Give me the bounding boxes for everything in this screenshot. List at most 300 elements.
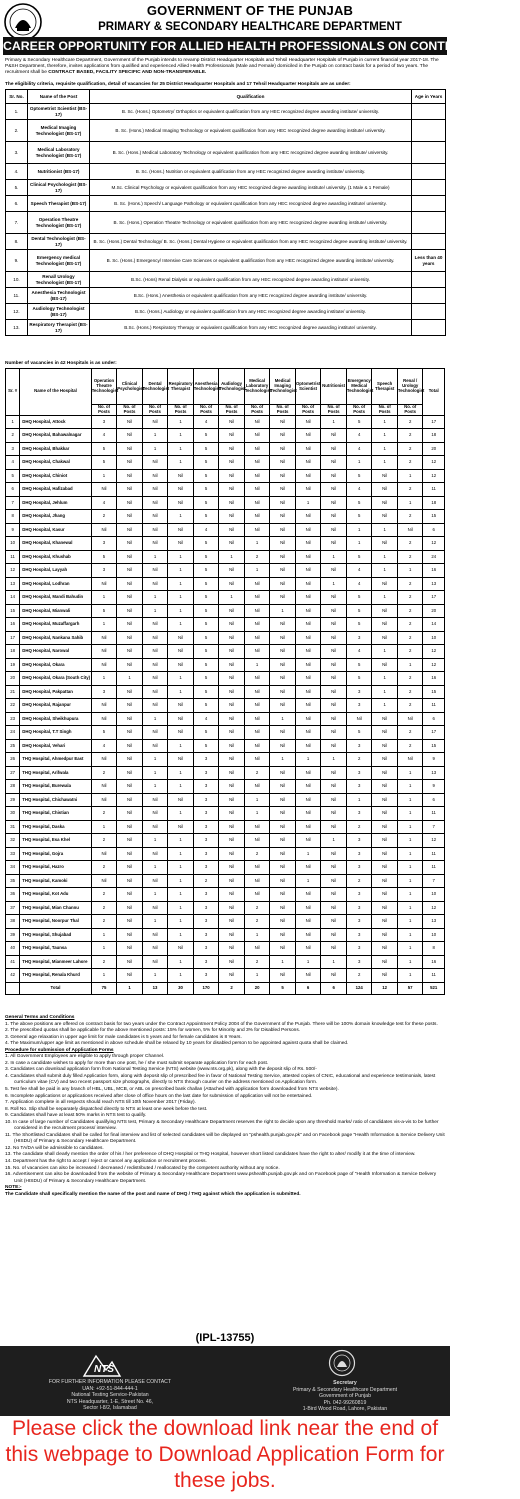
vacancy-count: Nil — [372, 901, 398, 915]
vacancy-count: 1 — [91, 672, 117, 686]
header-post-type: Anesthesia Technologist — [193, 369, 219, 405]
vacancy-count: Nil — [372, 604, 398, 618]
vacancy-count: Nil — [219, 847, 245, 861]
hospital-name: DHQ Hospital, Kasur — [20, 523, 91, 537]
vacancy-count: 2 — [397, 415, 423, 429]
post-sr: 8. — [6, 234, 28, 250]
vacancy-count: Nil — [270, 577, 296, 591]
post-row — [6, 320, 446, 336]
post-qualification: B. Sc. (Hons.) Nutrition or equivalent qualification from any HEC recognized degree awarding institute/ university. — [90, 164, 412, 180]
vacancy-count: 1 — [244, 807, 270, 821]
vacancy-count: 1 — [168, 510, 194, 524]
terms-heading: General Terms and Conditions — [5, 1015, 75, 1020]
post-row — [6, 250, 446, 272]
vacancy-count: Nil — [270, 969, 296, 983]
vacancy-count: Nil — [142, 874, 168, 888]
procedure-item: 10. In case of large number of Candidates qualifying NTS test, Primary & Secondary Healthcare Department reserves the right to decide upon any threshold marks/ ratio of candidates vis-a-vis to be further considered in the recruitment process/ interview. — [5, 1119, 439, 1132]
vacancy-count: Nil — [244, 429, 270, 443]
vacancy-count: Nil — [219, 604, 245, 618]
vacancy-count: 5 — [193, 469, 219, 483]
vacancy-count: Nil — [142, 483, 168, 497]
vacancy-count: Nil — [244, 739, 270, 753]
hospital-name: DHQ Hospital, Jehlum — [20, 496, 91, 510]
vacancy-count: 5 — [346, 672, 372, 686]
vacancy-count: Nil — [142, 901, 168, 915]
vacancy-count: 1 — [397, 658, 423, 672]
hospital-total: 13 — [423, 577, 445, 591]
hospital-total: 16 — [423, 564, 445, 578]
footer-left-line: National Testing Service-Pakistan — [71, 1392, 149, 1399]
vacancy-count: Nil — [372, 820, 398, 834]
hospital-row — [6, 901, 445, 915]
post-qualification: B. Sc. (Hons.) Emergency/ Intensive Care Sciences or equivalent qualification from any HEC recognized degree awarding institute/ university. — [90, 250, 412, 272]
vacancy-count: Nil — [270, 469, 296, 483]
vacancy-count: Nil — [295, 739, 321, 753]
vacancy-count: Nil — [270, 483, 296, 497]
vacancy-count: 5 — [193, 591, 219, 605]
vacancy-count: Nil — [219, 496, 245, 510]
vacancy-count: Nil — [91, 793, 117, 807]
header-post-type: Respiratory Therapist — [168, 369, 194, 405]
vacancy-count: 5 — [193, 604, 219, 618]
vacancy-count: 1 — [142, 834, 168, 848]
vacancy-count: 1 — [295, 847, 321, 861]
hospital-name: DHQ Hospital, Okara (South City) — [20, 672, 91, 686]
vacancy-count: 5 — [346, 618, 372, 632]
hospital-sr: 36 — [6, 888, 20, 902]
vacancy-count: Nil — [295, 820, 321, 834]
vacancy-count: Nil — [244, 442, 270, 456]
vacancy-count: Nil — [321, 766, 347, 780]
vacancy-count: Nil — [321, 726, 347, 740]
header-no-of-posts: No. of Posts — [321, 405, 347, 416]
post-row — [6, 104, 446, 120]
vacancy-count: 3 — [346, 955, 372, 969]
hospital-sr: 22 — [6, 699, 20, 713]
vacancy-count: 2 — [397, 537, 423, 551]
post-qualification: B.Sc. (Hons.) Anesthesia or equivalent qualification from any HEC recognized degree awarding institute/ university. — [90, 288, 412, 304]
vacancy-count: 1 — [397, 874, 423, 888]
vacancy-count: 5 — [193, 429, 219, 443]
vacancy-count: Nil — [295, 577, 321, 591]
vacancy-count: Nil — [295, 901, 321, 915]
vacancy-count: 2 — [346, 969, 372, 983]
procedure-item: 16. Advertisement can also be downloaded from the website of Primary & Secondary Healthcare Department www.pshealth.punjab.gov.pk and on Facebook page of "Health Information & Service Delivery Unit (HISDU) of Primary & Secondary Healthcare Department. — [5, 1172, 437, 1184]
vacancy-count: Nil — [117, 645, 143, 659]
vacancy-count: 3 — [193, 955, 219, 969]
vacancy-count: Nil — [244, 942, 270, 956]
post-qualification: B. Sc. (Hons.) Dental Technology/ B. Sc. (Hons.) Dental Hygiene or equivalent qualification from any HEC recognized degree awarding institute/ university. — [90, 234, 412, 250]
post-row — [6, 196, 446, 212]
procedure-item: 8. Roll No. Slip shall be separately dispatched directly to NTS at least one week before the test. — [5, 1106, 208, 1112]
hospital-row — [6, 415, 445, 429]
hospital-sr: 1 — [6, 415, 20, 429]
vacancy-count: 1 — [168, 766, 194, 780]
vacancy-count: 1 — [397, 793, 423, 807]
hospital-name: DHQ Hospital, Jhang — [20, 510, 91, 524]
vacancy-count: 5 — [193, 739, 219, 753]
hospital-name: DHQ Hospital, Mianwali — [20, 604, 91, 618]
vacancy-count: Nil — [117, 928, 143, 942]
hospital-total: 11 — [423, 699, 445, 713]
vacancy-count: Nil — [321, 807, 347, 821]
header-post-type: Total — [423, 369, 445, 416]
vacancy-count: Nil — [117, 456, 143, 470]
vacancy-count: Nil — [372, 915, 398, 929]
vacancy-count: Nil — [117, 591, 143, 605]
vacancy-count: 4 — [91, 739, 117, 753]
vacancy-count: Nil — [244, 861, 270, 875]
hospital-row — [6, 550, 445, 564]
vacancy-count: Nil — [117, 955, 143, 969]
vacancy-count: Nil — [270, 496, 296, 510]
hospital-row — [6, 739, 445, 753]
vacancy-count: Nil — [244, 780, 270, 794]
hospital-sr: 32 — [6, 834, 20, 848]
vacancy-count: Nil — [142, 510, 168, 524]
column-total: 1 — [117, 982, 143, 994]
vacancy-count: 2 — [397, 483, 423, 497]
vacancy-count: Nil — [117, 969, 143, 983]
post-sr: 4. — [6, 164, 28, 180]
vacancy-count: 1 — [219, 550, 245, 564]
vacancy-count: Nil — [142, 618, 168, 632]
vacancy-count: Nil — [117, 901, 143, 915]
vacancy-count: 3 — [193, 780, 219, 794]
vacancy-count: Nil — [295, 780, 321, 794]
download-link-note[interactable]: Please click the download link near the end of this webpage to Download Application Form for these jobs. — [5, 1417, 445, 1492]
vacancy-count: Nil — [142, 577, 168, 591]
hospital-sr: 20 — [6, 672, 20, 686]
vacancy-count: 1 — [244, 793, 270, 807]
hospital-row — [6, 753, 445, 767]
vacancy-count: Nil — [219, 901, 245, 915]
vacancy-count: Nil — [219, 969, 245, 983]
intro-text: Primary & Secondary Healthcare Department, Government of the Punjab intends to revamp District Headquarter Hospitals and Tehsil Headquarter Hospitals of Punjab in current financial year 2017-18. The P&SH Department, therefore, invites applications from qualified and experienced Allied Health Professionals (Male and Female) domiciled in the Punjab on contract basis for a period of two years. The recruitment shall be — [5, 58, 439, 76]
vacancy-count: Nil — [372, 712, 398, 726]
vacancy-count: 4 — [346, 577, 372, 591]
vacancy-count: Nil — [219, 807, 245, 821]
vacancy-count: 5 — [91, 550, 117, 564]
vacancy-count: 3 — [346, 739, 372, 753]
vacancy-count: Nil — [168, 820, 194, 834]
hospital-row — [6, 955, 445, 969]
vacancy-count: Nil — [142, 645, 168, 659]
vacancy-count: Nil — [117, 685, 143, 699]
hospital-name: DHQ Hospital, Pakpattan — [20, 685, 91, 699]
vacancy-count: Nil — [117, 483, 143, 497]
post-sr: 11. — [6, 288, 28, 304]
vacancy-count: Nil — [219, 712, 245, 726]
post-sr: 2. — [6, 120, 28, 142]
vacancy-count: 2 — [397, 699, 423, 713]
vacancy-count: Nil — [321, 658, 347, 672]
hospital-sr: 41 — [6, 955, 20, 969]
vacancy-count: Nil — [270, 928, 296, 942]
age-empty — [412, 142, 446, 164]
vacancy-count: Nil — [295, 523, 321, 537]
post-qualification: B. Sc. (Hons.) Operation Theatre Technology or equivalent qualification from any HEC recognized degree awarding institute/ university. — [90, 212, 412, 234]
vacancy-count: Nil — [91, 631, 117, 645]
header-post-type: Operation Theatre Technologist — [91, 369, 117, 405]
vacancy-count: 5 — [91, 726, 117, 740]
vacancy-count: Nil — [321, 820, 347, 834]
vacancy-count: 3 — [346, 685, 372, 699]
procedure-item: 15. No. of vacancies can also be increased / decreased / redistributed / reallocated by the competent authority without any notice. — [5, 1165, 280, 1171]
vacancy-count: Nil — [346, 712, 372, 726]
vacancy-count: 2 — [397, 726, 423, 740]
vacancy-count: Nil — [91, 874, 117, 888]
post-sr: 6. — [6, 196, 28, 212]
vacancy-count: Nil — [117, 780, 143, 794]
vacancy-count: 5 — [346, 415, 372, 429]
note-heading: NOTE:- — [5, 1185, 22, 1191]
vacancy-count: Nil — [372, 469, 398, 483]
procedure-item: 7. Application complete in all respects should reach NTS till 10th November 2017 (Friday). — [5, 1100, 196, 1106]
hospital-row — [6, 766, 445, 780]
post-name: Clinical Psychologist (BS-17) — [28, 180, 90, 196]
vacancy-count: Nil — [321, 888, 347, 902]
hospital-name: THQ Hospital, Mianmeer Lahore — [20, 955, 91, 969]
age-limit: Less than 40 years — [412, 250, 446, 272]
hospital-row — [6, 483, 445, 497]
vacancy-count: Nil — [295, 915, 321, 929]
vacancy-count: Nil — [244, 820, 270, 834]
hospital-total: 8 — [423, 942, 445, 956]
header-no-of-posts: No. of Posts — [270, 405, 296, 416]
vacancy-count: Nil — [219, 577, 245, 591]
header-hospital: Name of the Hospital — [20, 369, 91, 416]
hospital-sr: 35 — [6, 874, 20, 888]
vacancy-count: 1 — [397, 469, 423, 483]
post-qualification: B. Sc. (Hons.) Medical Imaging Technology or equivalent qualification from any HEC recognized degree awarding institute/ university. — [90, 120, 412, 142]
vacancy-count: Nil — [219, 861, 245, 875]
vacancy-count: Nil — [117, 618, 143, 632]
vacancy-count: Nil — [321, 429, 347, 443]
vacancy-count: 2 — [397, 739, 423, 753]
vacancy-count: Nil — [91, 753, 117, 767]
hospital-sr: 4 — [6, 456, 20, 470]
vacancy-count: 3 — [193, 861, 219, 875]
vacancy-count: Nil — [295, 685, 321, 699]
hospital-total: 17 — [423, 415, 445, 429]
vacancy-count: 1 — [168, 591, 194, 605]
vacancy-count: Nil — [295, 712, 321, 726]
hospital-row — [6, 685, 445, 699]
vacancy-count: 1 — [168, 888, 194, 902]
hospital-name: THQ Hospital, Gojra — [20, 847, 91, 861]
vacancy-count: 1 — [168, 901, 194, 915]
procedure-item: 13. The candidate shall clearly mention the order of his / her preference of DHQ Hospital or THQ Hospital, however short listed candidates have the right to alter/ modify it at the time of interview. — [5, 1152, 416, 1158]
vacancy-count: Nil — [321, 456, 347, 470]
vacancy-count: Nil — [270, 739, 296, 753]
vacancy-count: 2 — [346, 753, 372, 767]
hospital-sr: 31 — [6, 820, 20, 834]
vacancy-count: Nil — [91, 847, 117, 861]
column-total: 170 — [193, 982, 219, 994]
vacancy-count: Nil — [372, 726, 398, 740]
vacancy-count: 5 — [193, 456, 219, 470]
column-total: 20 — [244, 982, 270, 994]
post-sr: 12. — [6, 304, 28, 320]
vacancy-count: 1 — [295, 874, 321, 888]
header-no-of-posts: No. of Posts — [372, 405, 398, 416]
post-name: Medical Laboratory Technologist (BS-17) — [28, 142, 90, 164]
vacancy-count: Nil — [321, 442, 347, 456]
column-total: 13 — [142, 982, 168, 994]
vacancy-count: Nil — [321, 793, 347, 807]
vacancy-count: Nil — [295, 766, 321, 780]
vacancy-count: Nil — [244, 712, 270, 726]
post-row — [6, 212, 446, 234]
footer-right-line: 1-Bird Wood Road, Lahore, Pakistan — [302, 1406, 388, 1413]
vacancy-count: 2 — [244, 901, 270, 915]
vacancy-count: Nil — [142, 820, 168, 834]
vacancy-count: 2 — [193, 874, 219, 888]
vacancy-count: 1 — [372, 699, 398, 713]
post-qualification: B. Sc. (Hons.) Medical Laboratory Technology or equivalent qualification from any HEC recognized degree awarding institute/ university. — [90, 142, 412, 164]
vacancy-count: Nil — [244, 672, 270, 686]
vacancy-count: Nil — [142, 726, 168, 740]
column-total: 5 — [270, 982, 296, 994]
vacancy-count: Nil — [270, 847, 296, 861]
vacancy-count: 1 — [168, 550, 194, 564]
vacancy-count: Nil — [219, 753, 245, 767]
vacancy-count: Nil — [270, 550, 296, 564]
vacancy-count: 1 — [397, 564, 423, 578]
vacancy-count: 3 — [193, 793, 219, 807]
vacancy-count: Nil — [142, 807, 168, 821]
vacancy-count: Nil — [372, 942, 398, 956]
post-qualification: B. Sc. (Hons.) Optometry/ Orthoptics or equivalent qualification from any HEC recognized degree awarding institute/ university. — [90, 104, 412, 120]
vacancy-count: Nil — [168, 469, 194, 483]
vacancy-count: 1 — [397, 780, 423, 794]
hospital-sr: 8 — [6, 510, 20, 524]
vacancy-count: 3 — [346, 901, 372, 915]
vacancy-count: 3 — [346, 834, 372, 848]
vacancy-count: Nil — [117, 807, 143, 821]
vacancy-count: Nil — [142, 537, 168, 551]
hospital-total: 24 — [423, 550, 445, 564]
vacancy-count: Nil — [168, 537, 194, 551]
vacancy-count: 1 — [142, 888, 168, 902]
vacancy-count: 3 — [193, 753, 219, 767]
vacancy-count: Nil — [372, 847, 398, 861]
vacancy-count: Nil — [372, 861, 398, 875]
vacancy-count: 1 — [244, 928, 270, 942]
vacancy-count: Nil — [91, 483, 117, 497]
vacancy-count: Nil — [397, 523, 423, 537]
hospital-name: DHQ Hospital, Vehari — [20, 739, 91, 753]
vacancy-count: Nil — [270, 793, 296, 807]
term-item: 1. The above positions are offered on contract basis for two years under the Contract Appointment Policy 2004 of the Government of the Punjab. There will be 100% domain knowledge test for these posts. — [5, 1021, 438, 1027]
vacancy-count: 1 — [142, 604, 168, 618]
vacancy-count: 2 — [397, 685, 423, 699]
vacancy-count: 2 — [91, 861, 117, 875]
hospital-total: 12 — [423, 658, 445, 672]
vacancy-table — [5, 368, 445, 995]
vacancy-count: Nil — [117, 537, 143, 551]
hospital-name: DHQ Hospital, Layyah — [20, 564, 91, 578]
hospital-row — [6, 888, 445, 902]
hospital-name: DHQ Hospital, Bahawalnagar — [20, 429, 91, 443]
vacancy-count: Nil — [142, 739, 168, 753]
vacancy-count: Nil — [117, 726, 143, 740]
vacancy-count: 1 — [372, 645, 398, 659]
procedure-item: 11. The Shortlisted Candidates shall be called for final interview and list of selected candidates will be displayed on "pshealth.punjab.gov.pk" and on Facebook page "Health Information & Service Delivery Unit (HISDU) of Primary & Secondary Healthcare Department. — [5, 1132, 445, 1145]
vacancy-count: Nil — [295, 429, 321, 443]
vacancy-count: 1 — [372, 564, 398, 578]
hospital-name: DHQ Hospital, Khushab — [20, 550, 91, 564]
footer-left-contact — [10, 1379, 210, 1412]
hospital-sr: 38 — [6, 915, 20, 929]
vacancy-count: Nil — [219, 469, 245, 483]
vacancy-count: Nil — [270, 901, 296, 915]
vacancy-count: 2 — [397, 618, 423, 632]
vacancy-count: Nil — [117, 739, 143, 753]
vacancy-count: Nil — [295, 591, 321, 605]
intro-paragraph — [5, 58, 445, 76]
vacancy-count: Nil — [244, 631, 270, 645]
hospital-total: 6 — [423, 523, 445, 537]
vacancy-count: 5 — [193, 658, 219, 672]
vacancy-count: Nil — [270, 631, 296, 645]
vacancy-count: Nil — [295, 672, 321, 686]
hospital-total: 13 — [423, 915, 445, 929]
vacancy-count: Nil — [270, 456, 296, 470]
vacancy-count: 3 — [193, 915, 219, 929]
vacancy-count: 1 — [91, 969, 117, 983]
hospital-total: 9 — [423, 780, 445, 794]
vacancy-count: Nil — [270, 942, 296, 956]
hospital-row — [6, 645, 445, 659]
vacancy-count: 3 — [346, 861, 372, 875]
hospital-name: DHQ Hospital, Hafizabad — [20, 483, 91, 497]
hospital-row — [6, 496, 445, 510]
vacancy-count: 1 — [397, 820, 423, 834]
hospital-row — [6, 793, 445, 807]
header-post-type: Renal / Urology Technologist — [397, 369, 423, 405]
vacancy-count: Nil — [372, 928, 398, 942]
totals-row — [6, 982, 445, 994]
vacancy-count: 1 — [168, 834, 194, 848]
hospital-sr: 29 — [6, 793, 20, 807]
term-item: 2. The prescribed quotas shall be applicable for the above mentioned posts: 15% for women, 5% for Minority and 3% for Disabled Persons. — [5, 1028, 301, 1034]
vacancy-count: Nil — [321, 699, 347, 713]
post-name: Audiology Technologist (BS-17) — [28, 304, 90, 320]
vacancy-count: Nil — [219, 442, 245, 456]
vacancy-count: 1 — [168, 861, 194, 875]
vacancy-count: Nil — [270, 429, 296, 443]
vacancy-count: 5 — [193, 726, 219, 740]
hospital-name: THQ Hospital, Hazro — [20, 861, 91, 875]
department-title: PRIMARY & SECONDARY HEALTHCARE DEPARTMENT — [98, 21, 402, 33]
vacancy-count: 1 — [397, 861, 423, 875]
vacancy-count: 3 — [91, 415, 117, 429]
vacancy-count: 2 — [91, 915, 117, 929]
vacancy-count: Nil — [142, 699, 168, 713]
vacancy-count: 1 — [346, 793, 372, 807]
hospital-sr: 10 — [6, 537, 20, 551]
vacancy-count: Nil — [372, 955, 398, 969]
hospital-sr: 6 — [6, 483, 20, 497]
vacancy-count: Nil — [270, 591, 296, 605]
posts-table — [5, 89, 446, 336]
vacancy-count: 1 — [168, 618, 194, 632]
hospital-name: THQ Hospital, Chistian — [20, 807, 91, 821]
vacancy-count: Nil — [117, 861, 143, 875]
vacancy-count: Nil — [372, 631, 398, 645]
